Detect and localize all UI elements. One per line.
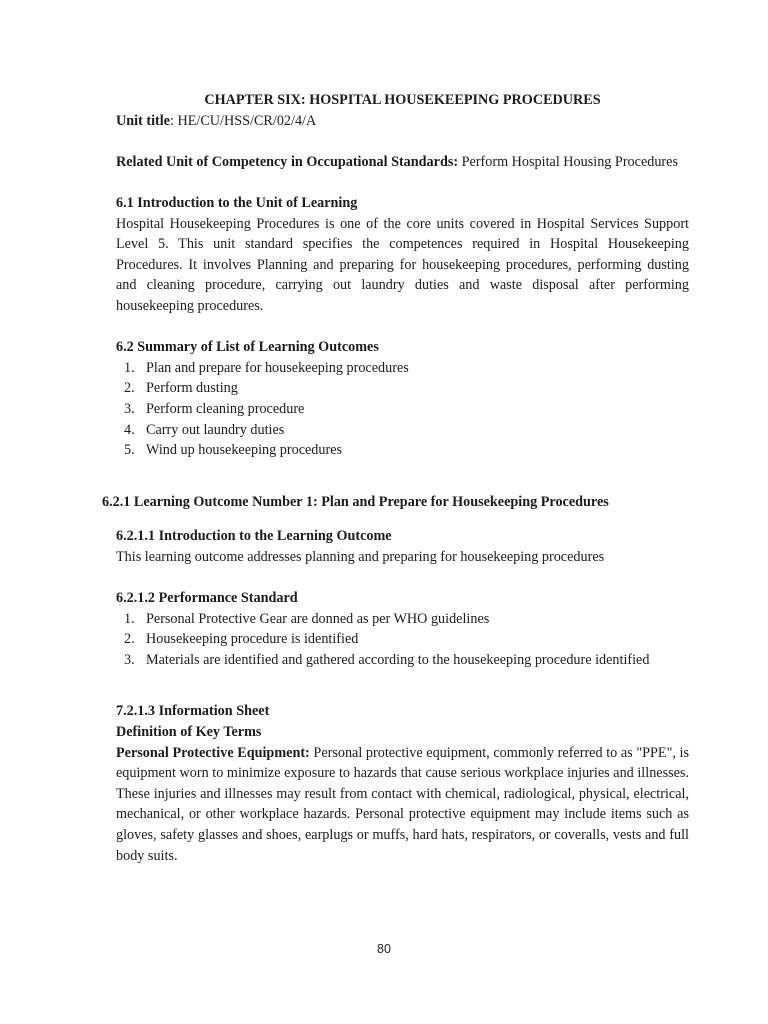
definitions-heading-text: Definition of Key Terms <box>116 724 262 741</box>
list-item-text: Personal Protective Gear are donned as per WHO guidelines <box>146 610 490 627</box>
list-item-number: 5. <box>124 442 135 459</box>
outcome-1-heading: 6.2.1 Learning Outcome Number 1: Plan and Prepare for Housekeeping Procedures <box>102 493 609 510</box>
list-item-text: Carry out laundry duties <box>146 421 285 438</box>
info-sheet-heading-text: 7.2.1.3 Information Sheet <box>116 703 270 720</box>
list-item <box>116 650 689 671</box>
list-item-text: Perform dusting <box>146 380 238 397</box>
list-item-number: 3. <box>124 651 135 668</box>
list-item-number: 1. <box>124 359 135 376</box>
list-item <box>116 629 689 650</box>
intro-heading-text: 6.1 Introduction to the Unit of Learning <box>116 194 358 211</box>
definitions-heading <box>116 722 689 743</box>
list-item-text: Housekeeping procedure is identified <box>146 631 359 648</box>
learning-outcomes-list <box>116 358 689 461</box>
unit-title-label: Unit title <box>116 112 170 129</box>
ppe-definition-paragraph <box>116 743 689 867</box>
list-item-number: 2. <box>124 631 135 648</box>
performance-heading <box>116 588 689 609</box>
performance-standard-list <box>116 609 689 671</box>
unit-title-line <box>116 111 689 132</box>
outcome-intro-heading-text: 6.2.1.1 Introduction to the Learning Outcome <box>116 528 392 545</box>
chapter-title: CHAPTER SIX: HOSPITAL HOUSEKEEPING PROCEDURES <box>204 92 601 108</box>
page-number: 80 <box>377 942 391 956</box>
ppe-term: Personal Protective Equipment: <box>116 744 310 761</box>
list-item <box>116 399 689 420</box>
summary-heading <box>116 337 689 358</box>
list-item-number: 1. <box>124 610 135 627</box>
ppe-definition: Personal protective equipment, commonly referred to as "PPE", is equipment worn to minimize exposure to hazards that cause serious workplace injuries and illnesses. These injuries and illnesses may result from contact with chemical, radiological, physical, electrical, mechanical, or other workplace hazards. Personal protective equipment may include items such as gloves, safety glasses and shoes, earplugs or muffs, hard hats, respirators, or coveralls, vests and full body suits. <box>116 744 690 864</box>
list-item <box>116 420 689 441</box>
related-unit-label: Related Unit of Competency in Occupational Standards: <box>116 153 459 170</box>
performance-heading-text: 6.2.1.2 Performance Standard <box>116 590 298 607</box>
summary-heading-text: 6.2 Summary of List of Learning Outcomes <box>116 339 379 356</box>
outcome-intro-body: This learning outcome addresses planning and preparing for housekeeping procedures <box>116 548 605 565</box>
list-item-text: Perform cleaning procedure <box>146 400 305 417</box>
list-item <box>116 358 689 379</box>
list-item-text: Materials are identified and gathered according to the housekeeping procedure identified <box>146 651 650 668</box>
intro-heading <box>116 193 689 214</box>
unit-title-value: : HE/CU/HSS/CR/02/4/A <box>169 112 317 129</box>
list-item <box>116 609 689 630</box>
list-item-text: Wind up housekeeping procedures <box>146 442 343 459</box>
intro-body: Hospital Housekeeping Procedures is one of the core units covered in Hospital Services Support Level 5. This unit standard specifies the competences required in Hospital Housekeeping Procedures. It involves Planning and preparing for housekeeping procedures, performing dusting and cleaning procedure, carrying out laundry duties and waste disposal after performing housekeeping procedures. <box>116 215 689 314</box>
list-item <box>116 440 689 461</box>
list-item-number: 3. <box>124 400 135 417</box>
list-item <box>116 378 689 399</box>
page-content <box>102 90 690 866</box>
info-sheet-heading <box>116 701 689 722</box>
related-unit-value: Perform Hospital Housing Procedures <box>458 153 678 170</box>
related-unit-line <box>116 152 689 173</box>
list-item-number: 2. <box>124 380 135 397</box>
list-item-text: Plan and prepare for housekeeping procedures <box>146 359 409 376</box>
list-item-number: 4. <box>124 421 135 438</box>
outcome-intro-heading <box>116 526 689 547</box>
